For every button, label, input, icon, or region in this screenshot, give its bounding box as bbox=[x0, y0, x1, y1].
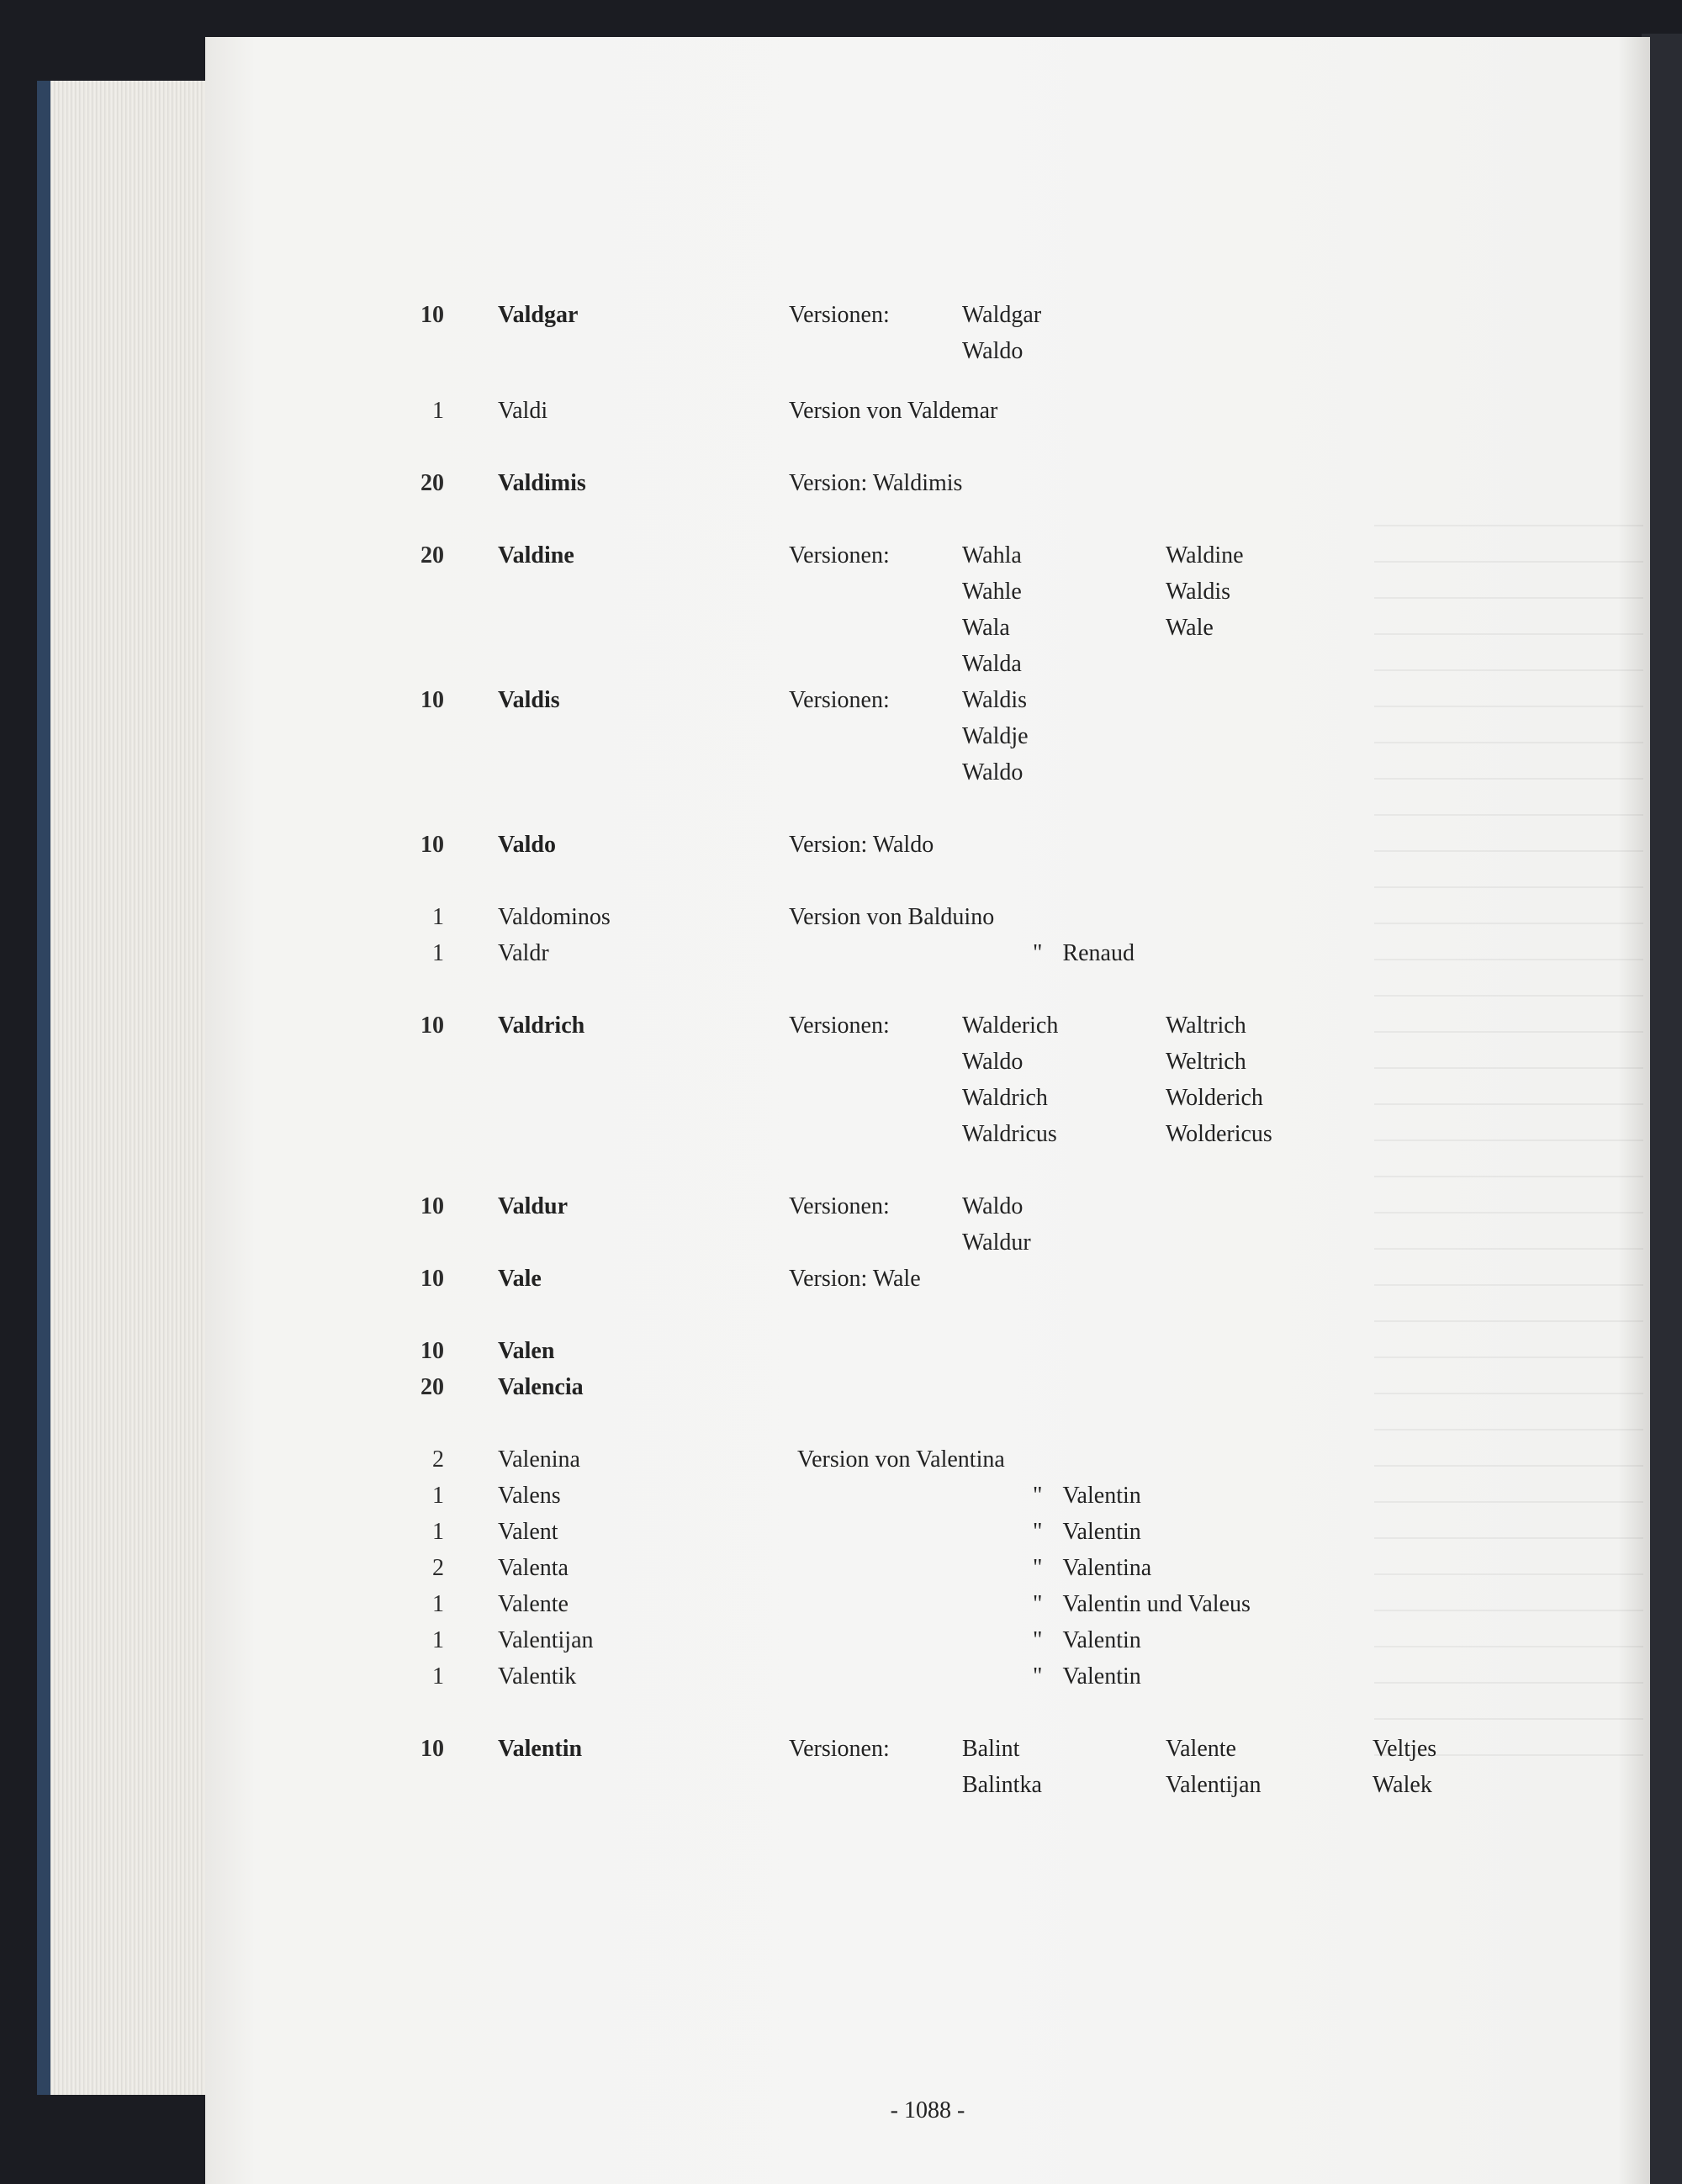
version-column-2 bbox=[1166, 1013, 1272, 1157]
version-name: Waltrich bbox=[1166, 1013, 1246, 1039]
ditto-reference: Valentin bbox=[1062, 1663, 1141, 1690]
entry-number: 20 bbox=[420, 542, 444, 568]
ditto-reference: Valentin bbox=[1062, 1627, 1141, 1653]
entry-name: Valencia bbox=[498, 1374, 584, 1400]
entry-number: 1 bbox=[432, 398, 444, 424]
entry-version-label: Version von Balduino bbox=[789, 904, 995, 930]
show-through-ghost bbox=[1374, 525, 1643, 1786]
ditto-reference: Valentin bbox=[1062, 1519, 1141, 1545]
entry-name: Valente bbox=[498, 1591, 569, 1617]
version-name: Walda bbox=[962, 651, 1022, 677]
version-name: Walderich bbox=[962, 1013, 1059, 1039]
entry-name: Valdgar bbox=[498, 302, 579, 328]
version-name: Waldine bbox=[1166, 542, 1244, 568]
entry-number: 20 bbox=[420, 470, 444, 496]
version-name: Weltrich bbox=[1166, 1049, 1246, 1075]
entry-name: Valdimis bbox=[498, 470, 586, 496]
entry-version-label: Version: Waldo bbox=[789, 832, 934, 858]
entry-name: Valens bbox=[498, 1483, 561, 1509]
ditto-mark: " bbox=[1033, 1627, 1043, 1653]
version-column-1 bbox=[962, 302, 1041, 374]
entry-number: 2 bbox=[432, 1555, 444, 1581]
ditto-mark: " bbox=[1033, 940, 1043, 966]
entry-name: Valdine bbox=[498, 542, 574, 568]
version-column-1 bbox=[962, 1193, 1031, 1266]
entry-name: Valdo bbox=[498, 832, 557, 858]
entry-number: 1 bbox=[432, 1591, 444, 1617]
entry-number: 1 bbox=[432, 1663, 444, 1690]
entry-version-label bbox=[1033, 1555, 1151, 1582]
entry-version-label: Version: Wale bbox=[789, 1266, 921, 1292]
entry-version-label: Version von Valentina bbox=[797, 1446, 1005, 1473]
entry-name: Valen bbox=[498, 1338, 555, 1364]
version-name: Waldricus bbox=[962, 1121, 1057, 1147]
version-column-1 bbox=[962, 687, 1029, 796]
version-name: Valente bbox=[1166, 1736, 1236, 1762]
ditto-reference: Valentina bbox=[1062, 1555, 1152, 1581]
ditto-reference: Valentin und Valeus bbox=[1062, 1591, 1251, 1617]
version-name: Wala bbox=[962, 615, 1010, 641]
version-name: Waldo bbox=[962, 338, 1023, 364]
entry-number: 1 bbox=[432, 904, 444, 930]
version-name: Walek bbox=[1373, 1772, 1432, 1798]
entry-name: Valdur bbox=[498, 1193, 569, 1219]
version-name: Valentijan bbox=[1166, 1772, 1262, 1798]
entry-name: Valdominos bbox=[498, 904, 611, 930]
entry-number: 10 bbox=[420, 687, 444, 713]
entry-version-label bbox=[1033, 1483, 1141, 1510]
entry-version-label: Versionen: bbox=[789, 687, 890, 713]
entry-version-label: Versionen: bbox=[789, 1013, 890, 1039]
entry-version-label bbox=[1033, 1519, 1141, 1546]
entry-version-label bbox=[1033, 1591, 1251, 1618]
ditto-mark: " bbox=[1033, 1483, 1043, 1509]
book-page bbox=[205, 37, 1650, 2184]
version-name: Waldgar bbox=[962, 302, 1042, 328]
entry-number: 10 bbox=[420, 1266, 444, 1292]
entry-name: Valdis bbox=[498, 687, 560, 713]
ditto-reference: Renaud bbox=[1062, 940, 1135, 966]
entry-name: Valentijan bbox=[498, 1627, 594, 1653]
entry-name: Valent bbox=[498, 1519, 558, 1545]
version-name: Woldericus bbox=[1166, 1121, 1272, 1147]
version-name: Waldis bbox=[1166, 579, 1231, 605]
ditto-reference: Valentin bbox=[1062, 1483, 1141, 1509]
entry-number: 10 bbox=[420, 302, 444, 328]
version-name: Balint bbox=[962, 1736, 1020, 1762]
entry-version-label: Version von Valdemar bbox=[789, 398, 998, 424]
entry-number: 2 bbox=[432, 1446, 444, 1473]
entry-number: 20 bbox=[420, 1374, 444, 1400]
version-column-1 bbox=[962, 1013, 1058, 1157]
version-name: Veltjes bbox=[1373, 1736, 1437, 1762]
version-name: Waldje bbox=[962, 723, 1029, 749]
entry-version-label: Version: Waldimis bbox=[789, 470, 963, 496]
entry-name: Valenina bbox=[498, 1446, 580, 1473]
ditto-mark: " bbox=[1033, 1519, 1043, 1545]
entry-name: Valenta bbox=[498, 1555, 569, 1581]
entry-name: Valentik bbox=[498, 1663, 577, 1690]
entry-number: 10 bbox=[420, 1736, 444, 1762]
ditto-mark: " bbox=[1033, 1591, 1043, 1617]
entry-version-label: Versionen: bbox=[789, 1193, 890, 1219]
entry-number: 10 bbox=[420, 1013, 444, 1039]
ditto-mark: " bbox=[1033, 1663, 1043, 1690]
version-column-2 bbox=[1166, 542, 1244, 651]
entry-name: Valdr bbox=[498, 940, 549, 966]
version-name: Wolderich bbox=[1166, 1085, 1263, 1111]
version-name: Balintka bbox=[962, 1772, 1042, 1798]
entry-name: Valdi bbox=[498, 398, 548, 424]
version-name: Waldrich bbox=[962, 1085, 1048, 1111]
ditto-mark: " bbox=[1033, 1555, 1043, 1581]
entry-version-label: Versionen: bbox=[789, 1736, 890, 1762]
entry-number: 1 bbox=[432, 1519, 444, 1545]
entry-number: 10 bbox=[420, 1193, 444, 1219]
version-name: Waldo bbox=[962, 1193, 1023, 1219]
version-column-1 bbox=[962, 542, 1022, 687]
entry-number: 1 bbox=[432, 1483, 444, 1509]
entry-version-label bbox=[1033, 1663, 1141, 1690]
entry-number: 10 bbox=[420, 832, 444, 858]
entry-version-label bbox=[1033, 940, 1135, 967]
page-number: - 1088 - bbox=[890, 2097, 965, 2123]
version-name: Waldo bbox=[962, 1049, 1023, 1075]
version-column-2 bbox=[1166, 1736, 1262, 1808]
version-name: Wahle bbox=[962, 579, 1022, 605]
entry-name: Valdrich bbox=[498, 1013, 585, 1039]
entry-number: 10 bbox=[420, 1338, 444, 1364]
entry-version-label: Versionen: bbox=[789, 302, 890, 328]
version-name: Waldo bbox=[962, 759, 1023, 785]
version-column-3 bbox=[1373, 1736, 1436, 1808]
entry-number: 1 bbox=[432, 1627, 444, 1653]
version-name: Waldur bbox=[962, 1229, 1031, 1256]
entry-version-label: Versionen: bbox=[789, 542, 890, 568]
version-column-1 bbox=[962, 1736, 1042, 1808]
entry-name: Valentin bbox=[498, 1736, 583, 1762]
entry-number: 1 bbox=[432, 940, 444, 966]
version-name: Waldis bbox=[962, 687, 1028, 713]
entry-version-label bbox=[1033, 1627, 1141, 1654]
entry-name: Vale bbox=[498, 1266, 542, 1292]
version-name: Wahla bbox=[962, 542, 1022, 568]
version-name: Wale bbox=[1166, 615, 1214, 641]
